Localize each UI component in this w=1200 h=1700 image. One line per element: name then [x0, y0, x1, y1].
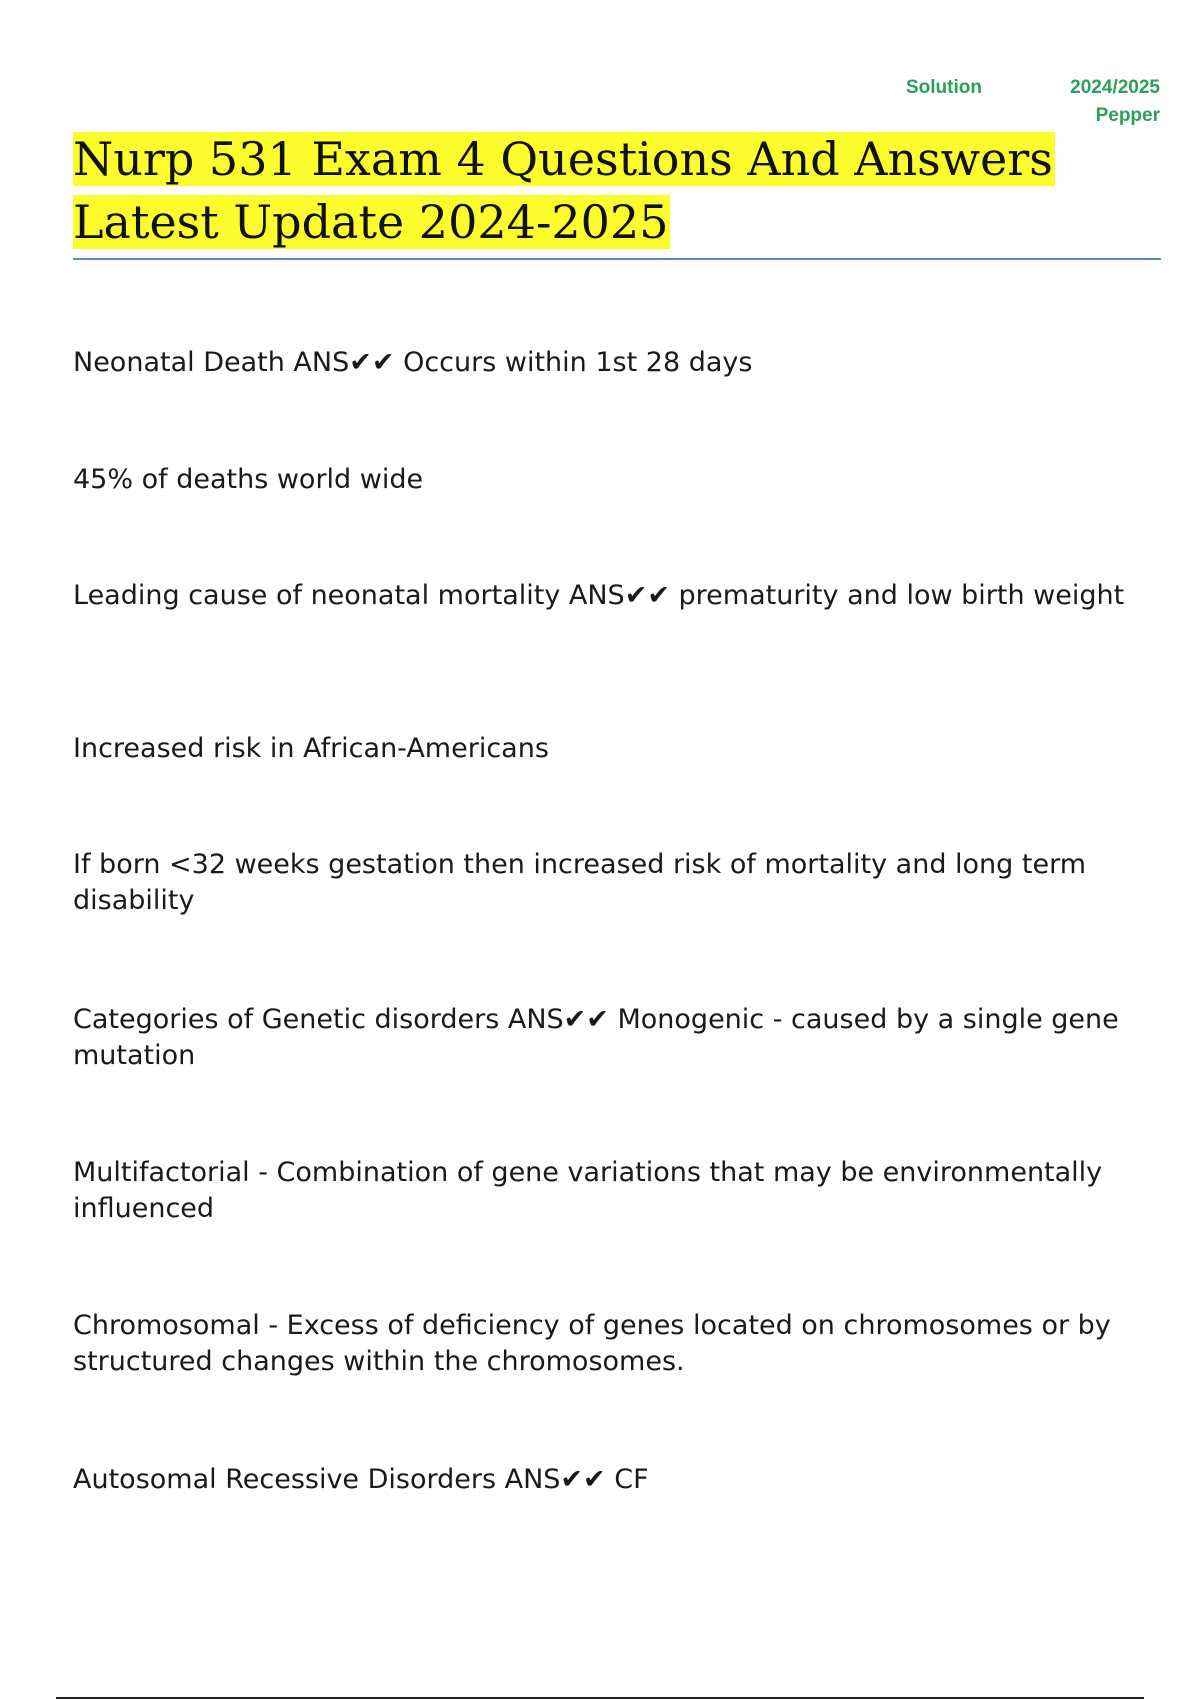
footer-divider: [56, 1697, 1144, 1699]
year-label: 2024/2025: [1070, 77, 1160, 98]
paragraph-increased-risk: Increased risk in African-Americans: [73, 733, 549, 764]
document-title-block: [73, 128, 1161, 254]
paragraph-gestation-risk: If born <32 weeks gestation then increased risk of mortality and long term disability: [73, 849, 1087, 916]
author-label: Pepper: [1095, 105, 1160, 126]
solution-label: Solution: [906, 77, 982, 98]
title-divider: [73, 258, 1161, 260]
paragraph-autosomal-recessive: Autosomal Recessive Disorders ANS✔✔ CF: [73, 1464, 649, 1495]
title-line-2: Latest Update 2024-2025: [73, 195, 669, 249]
header-meta-right: [1070, 74, 1160, 130]
paragraph-leading-cause: Leading cause of neonatal mortality ANS✔✔ prematurity and low birth weight: [73, 580, 1125, 611]
document-title: [73, 128, 1161, 254]
paragraph-deaths-worldwide: 45% of deaths world wide: [73, 464, 424, 495]
paragraph-multifactorial: Multifactorial - Combination of gene variations that may be environmentally influenced: [73, 1157, 1103, 1224]
title-line-1: Nurp 531 Exam 4 Questions And Answers: [73, 132, 1053, 186]
paragraph-neonatal-death: Neonatal Death ANS✔✔ Occurs within 1st 28 days: [73, 347, 753, 378]
paragraph-genetic-categories: Categories of Genetic disorders ANS✔✔ Monogenic - caused by a single gene mutation: [73, 1004, 1119, 1071]
paragraph-chromosomal: Chromosomal - Excess of deficiency of genes located on chromosomes or by structured changes within the chromosomes.: [73, 1310, 1111, 1377]
